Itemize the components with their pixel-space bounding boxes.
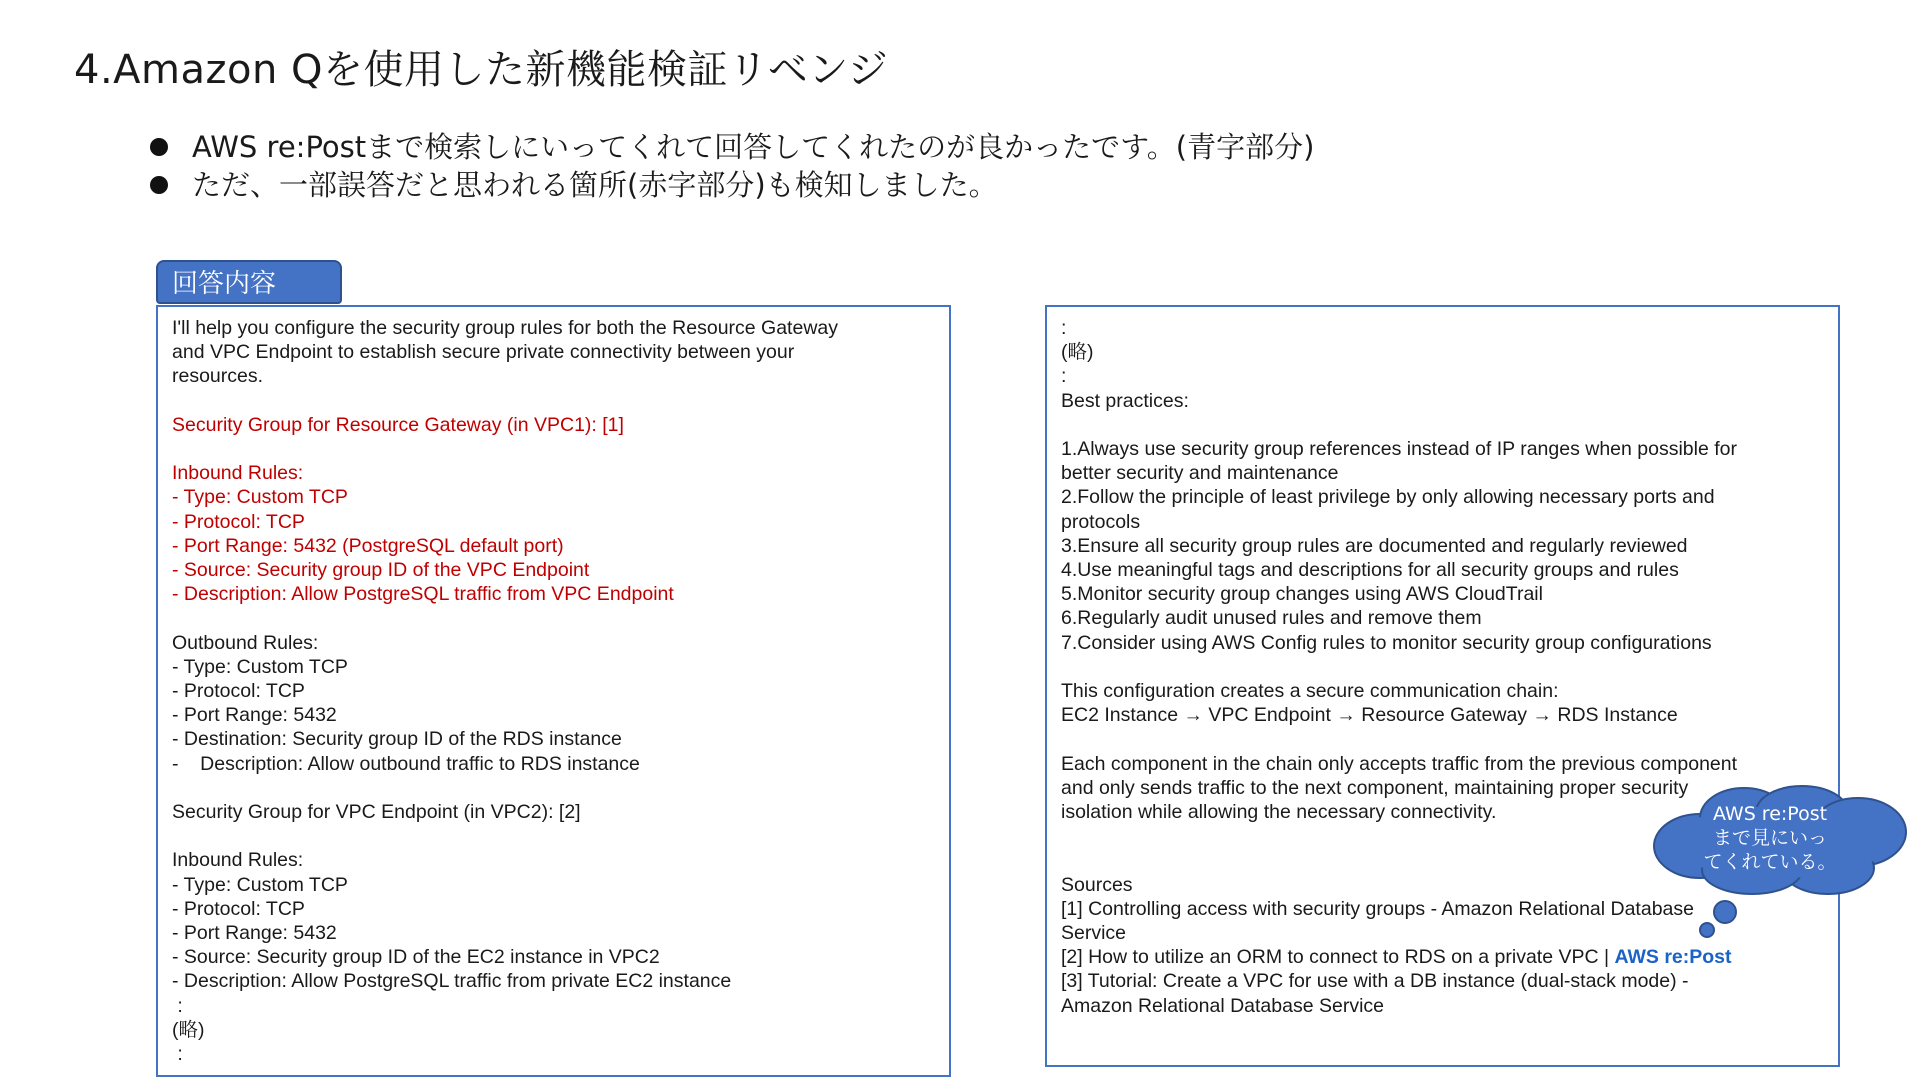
answer-line: - Protocol: TCP — [172, 680, 305, 702]
answer-line: - Port Range: 5432 — [172, 922, 337, 944]
bullet-item — [150, 166, 1314, 204]
answer-line: 5.Monitor security group changes using AWS CloudTrail — [1061, 583, 1543, 606]
bullet-dot-icon — [150, 176, 168, 194]
answer-line: - Destination: Security group ID of the RDS instance — [172, 728, 622, 751]
callout-bubble-icon — [1713, 900, 1737, 924]
source-line-2 — [1061, 945, 1824, 969]
answer-panel-left — [156, 305, 951, 1077]
bullet-text: AWS re:Postまで検索しにいってくれて回答してくれたのが良かったです。(青字部分) — [192, 130, 1315, 164]
bullet-dot-icon — [150, 138, 168, 156]
answer-line-error: - Port Range: 5432 (PostgreSQL default port) — [172, 534, 564, 557]
answer-line — [172, 389, 935, 413]
sources-heading: Sources — [1061, 873, 1133, 896]
answer-line: - Description: Allow PostgreSQL traffic from private EC2 instance — [172, 970, 732, 993]
answer-panel-right — [1045, 305, 1840, 1067]
answer-line-error: - Protocol: TCP — [172, 510, 305, 533]
answer-line: resources. — [172, 365, 264, 388]
answer-line: Inbound Rules: — [172, 849, 304, 872]
answer-line: This configuration creates a secure communication chain: — [1061, 680, 1559, 703]
answer-line: 7.Consider using AWS Config rules to monitor security group configurations — [1061, 631, 1712, 654]
answer-line: - Type: Custom TCP — [172, 873, 348, 896]
answer-line: and only sends traffic to the next component, maintaining proper security — [1061, 776, 1689, 799]
bullet-text: ただ、一部誤答だと思われる箇所(赤字部分)も検知しました。 — [192, 168, 998, 202]
answer-line: (略) — [172, 1018, 205, 1041]
answer-line: 4.Use meaningful tags and descriptions for all security groups and rules — [1061, 559, 1679, 582]
source-line: Amazon Relational Database Service — [1061, 994, 1385, 1017]
source-line: Service — [1061, 922, 1127, 944]
answer-line: I'll help you configure the security group rules for both the Resource Gateway — [172, 317, 838, 339]
bullet-list — [150, 128, 1314, 204]
answer-line: 1.Always use security group references instead of IP ranges when possible for — [1061, 438, 1738, 460]
answer-line: - Port Range: 5432 — [172, 704, 337, 727]
answer-line: Outbound Rules: — [172, 631, 319, 654]
answer-line: - Protocol: TCP — [172, 897, 305, 920]
answer-line — [1061, 655, 1824, 679]
answer-line — [172, 776, 935, 800]
answer-line-error: - Type: Custom TCP — [172, 486, 348, 509]
source-2-repost-link[interactable]: AWS re:Post — [1614, 946, 1732, 969]
callout-text — [1690, 802, 1850, 874]
answer-line — [172, 437, 935, 461]
slide-title: 4.Amazon Qを使用した新機能検証リベンジ — [74, 47, 889, 93]
answer-line: better security and maintenance — [1061, 462, 1339, 485]
answer-line — [172, 606, 935, 630]
answer-line: : — [172, 1043, 183, 1066]
answer-line: : — [1061, 365, 1067, 388]
answer-line-error: - Source: Security group ID of the VPC Endpoint — [172, 559, 590, 581]
source-line: [1] Controlling access with security groups - Amazon Relational Database — [1061, 897, 1694, 920]
answer-line: (略) — [1061, 341, 1094, 364]
answer-line: Best practices: — [1061, 389, 1189, 412]
answer-line-error: Inbound Rules: — [172, 462, 304, 485]
answer-line: : — [172, 994, 183, 1017]
answer-tab-label: 回答内容 — [156, 260, 342, 304]
answer-line: 2.Follow the principle of least privilege by only allowing necessary ports and — [1061, 486, 1715, 509]
answer-line: 3.Ensure all security group rules are documented and regularly reviewed — [1061, 534, 1688, 557]
bullet-item — [150, 128, 1314, 166]
answer-line — [1061, 727, 1824, 751]
answer-line: isolation while allowing the necessary connectivity. — [1061, 801, 1497, 824]
answer-line-error: - Description: Allow PostgreSQL traffic from VPC Endpoint — [172, 583, 674, 606]
answer-line: - Type: Custom TCP — [172, 655, 348, 678]
answer-line: EC2 Instance → VPC Endpoint → Resource Gateway → RDS Instance — [1061, 704, 1678, 727]
source-2-text: [2] How to utilize an ORM to connect to RDS on a private VPC | — [1061, 946, 1615, 969]
callout-text-content: AWS re:Post まで見にいっ てくれている。 — [1703, 803, 1837, 873]
answer-line — [1061, 413, 1824, 437]
answer-line: protocols — [1061, 510, 1141, 533]
callout-bubble-icon — [1699, 922, 1715, 938]
answer-line: 6.Regularly audit unused rules and remove them — [1061, 607, 1482, 630]
answer-line: - Source: Security group ID of the EC2 instance in VPC2 — [172, 946, 660, 969]
answer-line: Security Group for VPC Endpoint (in VPC2): [2] — [172, 801, 581, 823]
answer-line: and VPC Endpoint to establish secure private connectivity between your — [172, 341, 795, 364]
source-line: [3] Tutorial: Create a VPC for use with a DB instance (dual-stack mode) - — [1061, 970, 1689, 993]
answer-line: - Description: Allow outbound traffic to RDS instance — [172, 752, 640, 775]
answer-line: : — [1061, 317, 1067, 339]
answer-line: Each component in the chain only accepts traffic from the previous component — [1061, 752, 1738, 775]
answer-line — [172, 824, 935, 848]
answer-line-error: Security Group for Resource Gateway (in VPC1): [1] — [172, 413, 624, 436]
